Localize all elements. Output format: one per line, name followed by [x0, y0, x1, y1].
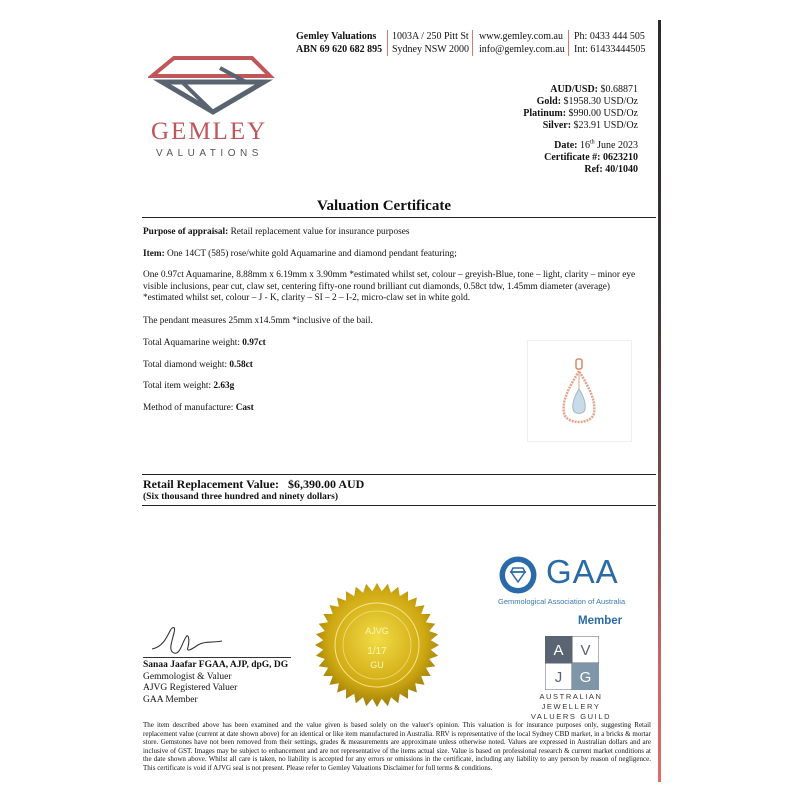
gaa-logo-text: GAA [546, 553, 619, 590]
pendant-photo [527, 340, 632, 442]
valuer-role: Gemmologist & Valuer [143, 671, 232, 682]
seal-text: AJVG [365, 626, 389, 636]
header-address-block [392, 30, 469, 56]
certificate-number: 0623210 [603, 152, 638, 163]
header-web-block [479, 30, 565, 56]
ajvg-name [511, 692, 631, 722]
weight-value: 2.63g [213, 381, 235, 391]
address-line-2: Sydney NSW 2000 [392, 44, 470, 55]
value-rule-bottom [142, 505, 656, 506]
ajvg-letter: V [580, 642, 591, 659]
weight-label: Method of manufacture: [143, 403, 234, 413]
gold-value: $1958.30 USD/Oz [563, 96, 638, 107]
item-label: Item: [143, 249, 165, 259]
date-day: 16 [579, 140, 590, 151]
disclaimer-text: The item described above has been examined and the value given is based solely on the valuer's opinion. This valuation is for insurance purposes only, suggesting Retail replacement value (current at date shown above) for an identical or like item manufactured in Australia. RRV is representative of the local Sydney CBD market, in a bricks & mortar store. Gemstones have not been removed from their settings, grades & measurements are approximate unless otherwise noted. Values are expressed in Australian dollars and are inclusive of GST. Images may be subject to enhancement and are not representative of the items actual size. Value is based on professional research & current market conditions at the date shown above. Whilst all care is taken, no liability is accepted for any errors or omissions in the certificate, including any liability to any person by reason of negligence. This certificate is void if AJVG seal is not present. Please refer to Gemley Valuations Disclaimer for full terms & conditions. [143, 721, 651, 772]
purpose-line [143, 227, 648, 239]
date-suffix: th [589, 139, 595, 146]
gold-label: Gold: [536, 96, 562, 107]
logo-subtitle: VALUATIONS [156, 148, 263, 159]
ajvg-name-line-2: VALUERS GUILD [530, 712, 612, 721]
rrv-label: Retail Replacement Value: [143, 477, 279, 491]
company-name: Gemley Valuations [296, 31, 377, 42]
logo-wordmark: GEMLEY [151, 118, 268, 145]
weight-label: Total Aquamarine weight: [143, 338, 240, 348]
gaa-full-name: Gemmological Association of Australia [498, 597, 626, 606]
retail-replacement-value [143, 477, 364, 492]
page-title: Valuation Certificate [316, 198, 451, 214]
header-divider [472, 30, 473, 56]
rrv-in-words: (Six thousand three hundred and ninety dollars) [143, 492, 338, 502]
silver-label: Silver: [542, 120, 572, 131]
intl-phone-number: Int: 61433444505 [574, 44, 646, 55]
header-phone-block [574, 30, 645, 56]
value-rule [142, 474, 656, 475]
date-rest: June 2023 [597, 140, 638, 151]
purpose-label: Purpose of appraisal: [143, 227, 229, 237]
rrv-amount: $6,390.00 AUD [287, 477, 365, 491]
weight-value: 0.58ct [229, 360, 253, 370]
pendant-measurements: The pendant measures 25mm x14.5mm *inclusive of the bail. [143, 316, 373, 326]
valuer-signature [148, 619, 228, 659]
valuer-role: GAA Member [143, 694, 198, 705]
certificate-meta-block [544, 140, 638, 176]
weight-label: Total item weight: [143, 381, 212, 391]
seal-text: GU [370, 660, 384, 670]
ajvg-letter: G [579, 669, 592, 686]
exchange-rates-block [523, 84, 638, 132]
header-divider [387, 30, 388, 56]
platinum-value: $990.00 USD/Oz [568, 108, 638, 119]
header-company-block [296, 30, 382, 56]
item-value: One 14CT (585) rose/white gold Aquamarine and diamond pendant featuring; [167, 249, 457, 259]
ajvg-letter: A [553, 642, 564, 659]
silver-value: $23.91 USD/Oz [573, 120, 638, 131]
valuer-block [143, 660, 288, 706]
phone-number: Ph: 0433 444 505 [574, 31, 645, 42]
ajvg-logo-icon [545, 636, 599, 690]
seal-text: 1/17 [367, 646, 387, 657]
weight-label: Total diamond weight: [143, 360, 228, 370]
company-abn: ABN 69 620 682 895 [296, 44, 383, 55]
email-link[interactable]: info@gemley.com.au [479, 44, 565, 55]
gaa-member-label: Member [578, 615, 623, 627]
date-label: Date: [554, 140, 578, 151]
ajvg-letter: J [554, 669, 563, 686]
certificate-label: Certificate #: [544, 152, 601, 163]
ref-number: 40/1040 [605, 164, 638, 175]
valuer-role: AJVG Registered Valuer [143, 683, 238, 693]
ref-label: Ref: [584, 164, 603, 175]
signature-line [143, 657, 291, 658]
side-accent-bar [658, 20, 661, 782]
item-description: One 0.97ct Aquamarine, 8.88mm x 6.19mm x 3.90mm *estimated whilst set, colour – greyish-Blue, tone – light, clarity – minor eye visible inclusions, pear cut, claw set, centering fifty-one round brilliant cut diamonds, 0.58ct tdw, 1.45mm diameter (average) *estimated whilst set, colour – J - K, clarity – SI – 2 – I-2, micro-claw set in white gold. [143, 270, 636, 303]
audusd-label: AUD/USD: [550, 84, 598, 95]
item-line [143, 249, 648, 261]
address-line-1: 1003A / 250 Pitt St [392, 31, 469, 42]
ajvg-name-line-1: AUSTRALIAN JEWELLERY [539, 692, 603, 711]
title-rule [142, 217, 656, 218]
valuer-name: Sanaa Jaafar FGAA, AJP, dpG, DG [143, 660, 289, 670]
header-divider [568, 30, 569, 56]
gaa-emblem-icon [498, 555, 538, 595]
pendant-drawing [528, 341, 631, 441]
ajvg-gold-seal-icon [314, 582, 440, 708]
purpose-value: Retail replacement value for insurance purposes [230, 227, 410, 237]
weight-value: Cast [235, 403, 254, 413]
weight-value: 0.97ct [242, 338, 266, 348]
platinum-label: Platinum: [523, 108, 567, 119]
audusd-value: $0.68871 [600, 84, 638, 95]
website-link[interactable]: www.gemley.com.au [479, 31, 563, 42]
